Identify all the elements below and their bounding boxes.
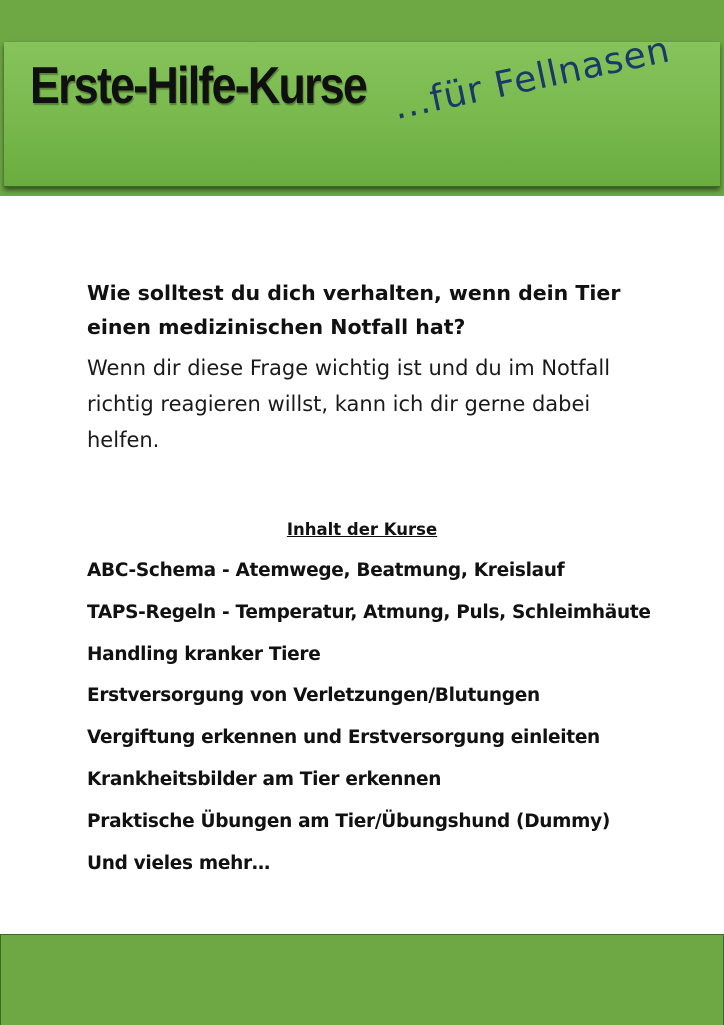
intro-section [87,276,667,458]
course-contents-heading: Inhalt der Kurse [286,520,438,539]
list-item: Handling kranker Tiere [87,643,321,665]
page-subtitle: ...für Fellnasen [389,29,674,128]
list-item: Vergiftung erkennen und Erstversorgung einleiten [87,727,600,749]
list-item: Erstversorgung von Verletzungen/Blutungen [87,685,540,707]
list-item: ABC-Schema - Atemwege, Beatmung, Kreislauf [87,560,565,581]
footer-band [0,934,724,1025]
intro-text: Wenn dir diese Frage wichtig ist und du im Notfall richtig reagieren willst, kann ich dir gerne dabei helfen. [87,356,611,452]
list-item: TAPS-Regeln - Temperatur, Atmung, Puls, Schleimhäute [87,601,651,623]
course-contents-list [87,556,651,890]
page-title: Erste-Hilfe-Kurse [30,57,367,115]
intro-question: Wie solltest du dich verhalten, wenn dein Tier einen medizinischen Notfall hat? [87,281,621,339]
list-item: Krankheitsbilder am Tier erkennen [87,768,442,790]
list-item: Praktische Übungen am Tier/Übungshund (Dummy) [87,810,610,832]
list-item: Und vieles mehr… [87,852,270,874]
